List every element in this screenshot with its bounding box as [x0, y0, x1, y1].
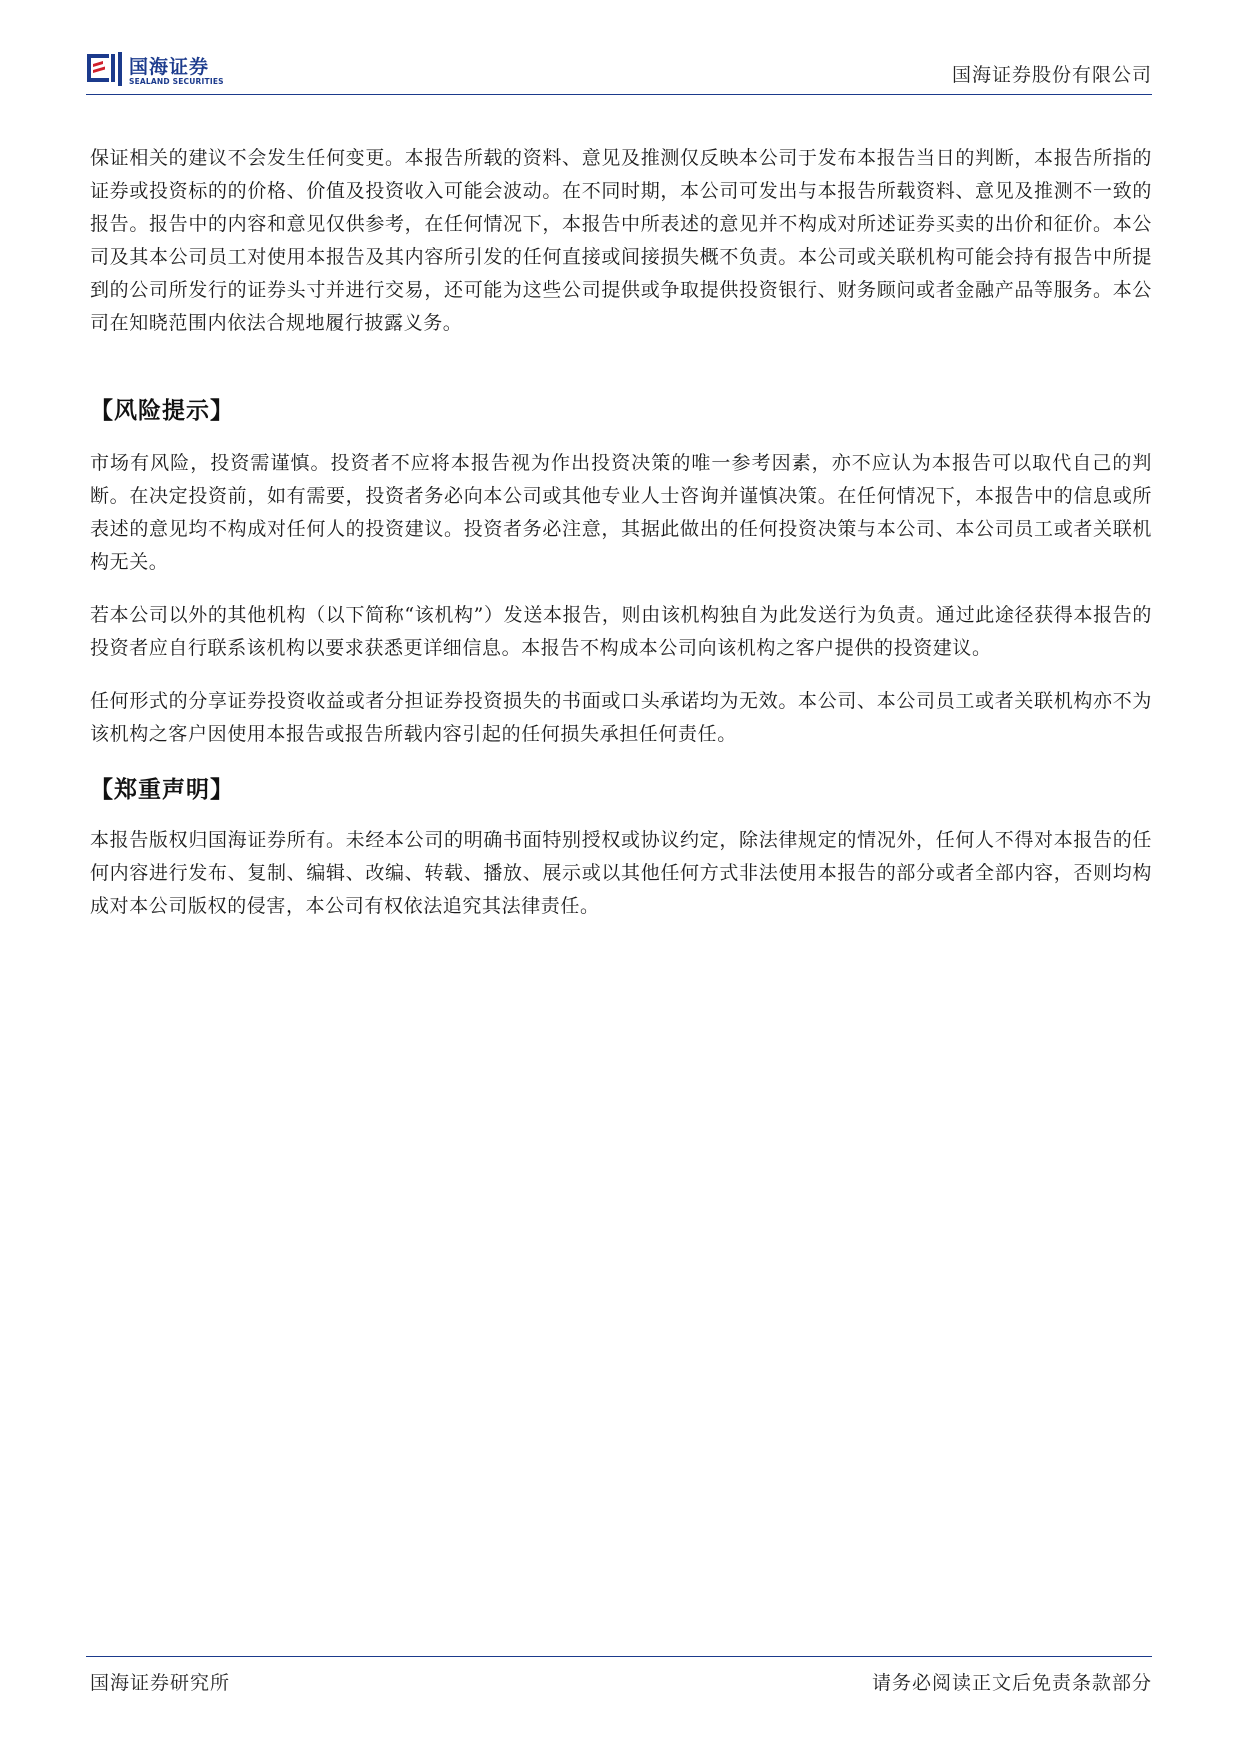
statement-paragraph: 本报告版权归国海证券所有。未经本公司的明确书面特别授权或协议约定，除法律规定的情况外，任何人不得对本报告的任何内容进行发布、复制、编辑、改编、转载、播放、展示或以其他任何方式非法使用本报告的部分或者全部内容，否则均构成对本公司版权的侵害，本公司有权依法追究其法律责任。 — [90, 829, 1152, 917]
risk-paragraph-2: 若本公司以外的其他机构（以下简称“该机构”）发送本报告，则由该机构独自为此发送行为负责。通过此途径获得本报告的投资者应自行联系该机构以要求获悉更详细信息。本报告不构成本公司向该机构之客户提供的投资建议。 — [90, 604, 1152, 659]
footer-institute-name: 国海证券研究所 — [90, 1672, 231, 1694]
footer-divider — [86, 1656, 1152, 1657]
sealand-logo-icon — [86, 52, 124, 88]
header-company-name: 国海证券股份有限公司 — [951, 64, 1152, 86]
header-divider — [86, 94, 1152, 95]
risk-paragraph-1: 市场有风险，投资需谨慎。投资者不应将本报告视为作出投资决策的唯一参考因素，亦不应认为本报告可以取代自己的判断。在决定投资前，如有需要，投资者务必向本公司或其他专业人士咨询并谨慎决策。在任何情况下，本报告中的信息或所表述的意见均不构成对任何人的投资建议。投资者务必注意，其据此做出的任何投资决策与本公司、本公司员工或者关联机构无关。 — [90, 452, 1152, 573]
risk-paragraph-3: 任何形式的分享证券投资收益或者分担证券投资损失的书面或口头承诺均为无效。本公司、本公司员工或者关联机构亦不为该机构之客户因使用本报告或报告所载内容引起的任何损失承担任何责任。 — [90, 690, 1152, 745]
footer-disclaimer-note: 请务必阅读正文后免责条款部分 — [871, 1672, 1152, 1694]
document-body — [90, 142, 1152, 923]
statement-section-title: 【郑重声明】 — [90, 776, 234, 803]
intro-paragraph: 保证相关的建议不会发生任何变更。本报告所载的资料、意见及推测仅反映本公司于发布本报告当日的判断，本报告所指的证券或投资标的的价格、价值及投资收入可能会波动。在不同时期，本公司可发出与本报告所载资料、意见及推测不一致的报告。报告中的内容和意见仅供参考，在任何情况下，本报告中所表述的意见并不构成对所述证券买卖的出价和征价。本公司及其本公司员工对使用本报告及其内容所引发的任何直接或间接损失概不负责。本公司或关联机构可能会持有报告中所提到的公司所发行的证券头寸并进行交易，还可能为这些公司提供或争取提供投资银行、财务顾问或者金融产品等服务。本公司在知晓范围内依法合规地履行披露义务。 — [90, 147, 1152, 334]
risk-section-title: 【风险提示】 — [90, 397, 234, 424]
company-logo — [86, 52, 286, 90]
logo-english-name: SEALAND SECURITIES — [129, 77, 224, 86]
page-header — [86, 50, 1152, 94]
logo-chinese-name: 国海证券 — [129, 56, 210, 78]
